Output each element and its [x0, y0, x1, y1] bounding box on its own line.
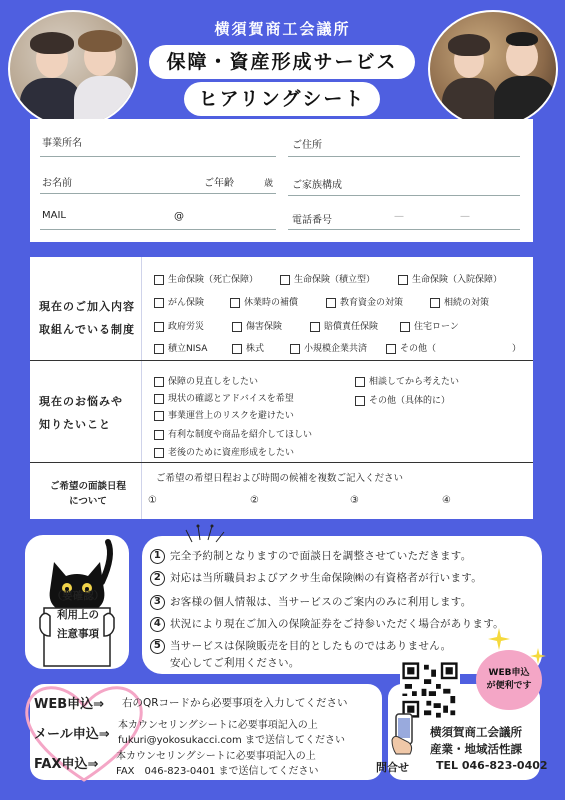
concern-products[interactable]: 有利な制度や商品を紹介してほしい: [154, 427, 312, 440]
web-apply-label: WEB申込⇒: [34, 697, 105, 712]
fax-apply-label: FAX申込⇒: [34, 757, 99, 772]
info-form: [30, 119, 533, 242]
smartphone-hand-icon: [390, 712, 420, 756]
sparkle-icon: [182, 522, 232, 544]
name-label: お名前: [42, 178, 72, 189]
option-other-close: ）: [512, 344, 522, 354]
company-label: 事業所名: [42, 138, 82, 149]
phone-dash-1: —: [394, 211, 404, 222]
fax-apply-text-1: 本カウンセリングシートに必要事項記入の上: [116, 751, 316, 762]
contact-org: 横須賀商工会議所: [430, 725, 522, 739]
option-gov-labor[interactable]: 政府労災: [154, 319, 204, 332]
contact-tel[interactable]: TEL 046-823-0402: [436, 759, 548, 772]
option-other[interactable]: その他（: [386, 341, 436, 354]
concern-advice[interactable]: 現状の確認とアドバイスを希望: [154, 391, 294, 404]
address-field[interactable]: [288, 156, 520, 157]
mail-apply-text-2[interactable]: fukuri@yokosukacci.com まで送信してください: [118, 735, 345, 746]
option-mortgage[interactable]: 住宅ローン: [400, 319, 459, 332]
concern-review[interactable]: 保障の見直しをしたい: [154, 374, 258, 387]
concern-consult[interactable]: 相談してから考えたい: [355, 374, 459, 387]
star-icon: [488, 628, 510, 650]
contact-dept: 産業・地域活性課: [430, 742, 522, 756]
phone-dash-2: —: [460, 211, 470, 222]
option-small-biz[interactable]: 小規模企業共済: [290, 341, 367, 354]
option-life-hospital[interactable]: 生命保険（入院保障）: [398, 272, 502, 285]
age-unit: 歳: [264, 179, 274, 189]
name-field[interactable]: [40, 193, 276, 194]
note-3: 3 お客様の個人情報は、当サービスのご案内のみに利用します。: [150, 594, 472, 610]
schedule-instruction: ご希望の希望日程および時間の候補を複数ご記入ください: [156, 473, 404, 484]
note-5-line2: 安心してご利用ください。: [170, 657, 300, 669]
qr-code-icon[interactable]: [400, 660, 460, 720]
option-liability[interactable]: 賠償責任保険: [310, 319, 378, 332]
title-line-1: 保障・資産形成サービス: [149, 45, 415, 79]
option-inheritance[interactable]: 相続の対策: [430, 295, 489, 308]
option-life-death[interactable]: 生命保険（死亡保障）: [154, 272, 258, 285]
option-nisa[interactable]: 積立NISA: [154, 341, 207, 354]
note-1: 1 完全予約制となりますので面談日を調整させていただきます。: [150, 548, 472, 564]
concern-risk[interactable]: 事業運営上のリスクを避けたい: [154, 408, 294, 421]
notes-card: [142, 536, 542, 674]
web-badge[interactable]: WEB申込 が便利です: [476, 650, 542, 710]
age-label: ご年齢: [204, 178, 234, 189]
web-apply-text: 右のQRコードから必要事項を入力してください: [122, 697, 348, 709]
family-label: ご家族構成: [292, 180, 342, 191]
mail-field[interactable]: [40, 229, 276, 230]
family-field[interactable]: [288, 195, 520, 196]
note-4: 4 状況により現在ご加入の保険証券をご持参いただく場合があります。: [150, 616, 504, 632]
option-cancer[interactable]: がん保険: [154, 295, 204, 308]
fax-apply-text-2: FAX 046-823-0401 まで送信してください: [116, 766, 319, 777]
schedule-slot-2[interactable]: ②: [250, 495, 259, 506]
concerns-label: 現在のお悩みや 知りたいこと: [39, 395, 123, 431]
mail-label: MAIL: [42, 210, 66, 221]
option-education[interactable]: 教育資金の対策: [326, 295, 403, 308]
mail-apply-text-1: 本カウンセリングシートに必要事項記入の上: [118, 720, 318, 731]
option-stocks[interactable]: 株式: [232, 341, 264, 354]
concern-retirement[interactable]: 老後のために資産形成をしたい: [154, 445, 294, 458]
mail-apply-label: メール申込⇒: [34, 727, 110, 742]
star-icon: [530, 648, 546, 664]
title-line-2: ヒアリングシート: [184, 82, 380, 116]
option-leave[interactable]: 休業時の補償: [230, 295, 298, 308]
concern-other[interactable]: その他（具体的に）: [355, 393, 450, 406]
phone-field[interactable]: [288, 229, 520, 230]
apply-card: [30, 684, 382, 780]
option-life-savings[interactable]: 生命保険（積立型）: [280, 272, 375, 285]
mascot-sign: （要確認） 利用上の 注意事項: [51, 590, 105, 640]
contact-inquiry: 問合せ: [376, 761, 409, 774]
address-label: ご住所: [292, 140, 322, 151]
option-injury[interactable]: 傷害保険: [232, 319, 282, 332]
current-label: 現在のご加入内容 取組んでいる制度: [39, 300, 135, 336]
company-field[interactable]: [40, 156, 276, 157]
schedule-label: ご希望の面談日程 について: [49, 481, 126, 507]
org-name-header: 横須賀商工会議所: [214, 20, 351, 38]
mail-at: @: [174, 211, 184, 222]
questionnaire: [30, 257, 533, 519]
schedule-slot-3[interactable]: ③: [350, 495, 359, 506]
schedule-slot-1[interactable]: ①: [148, 495, 157, 506]
schedule-slot-4[interactable]: ④: [442, 495, 451, 506]
phone-label: 電話番号: [292, 215, 332, 226]
note-5: 5 当サービスは保険販売を目的としたものではありません。: [150, 638, 451, 654]
note-2: 2 対応は当所職員およびアクサ生命保険㈱の有資格者が行います。: [150, 570, 482, 586]
